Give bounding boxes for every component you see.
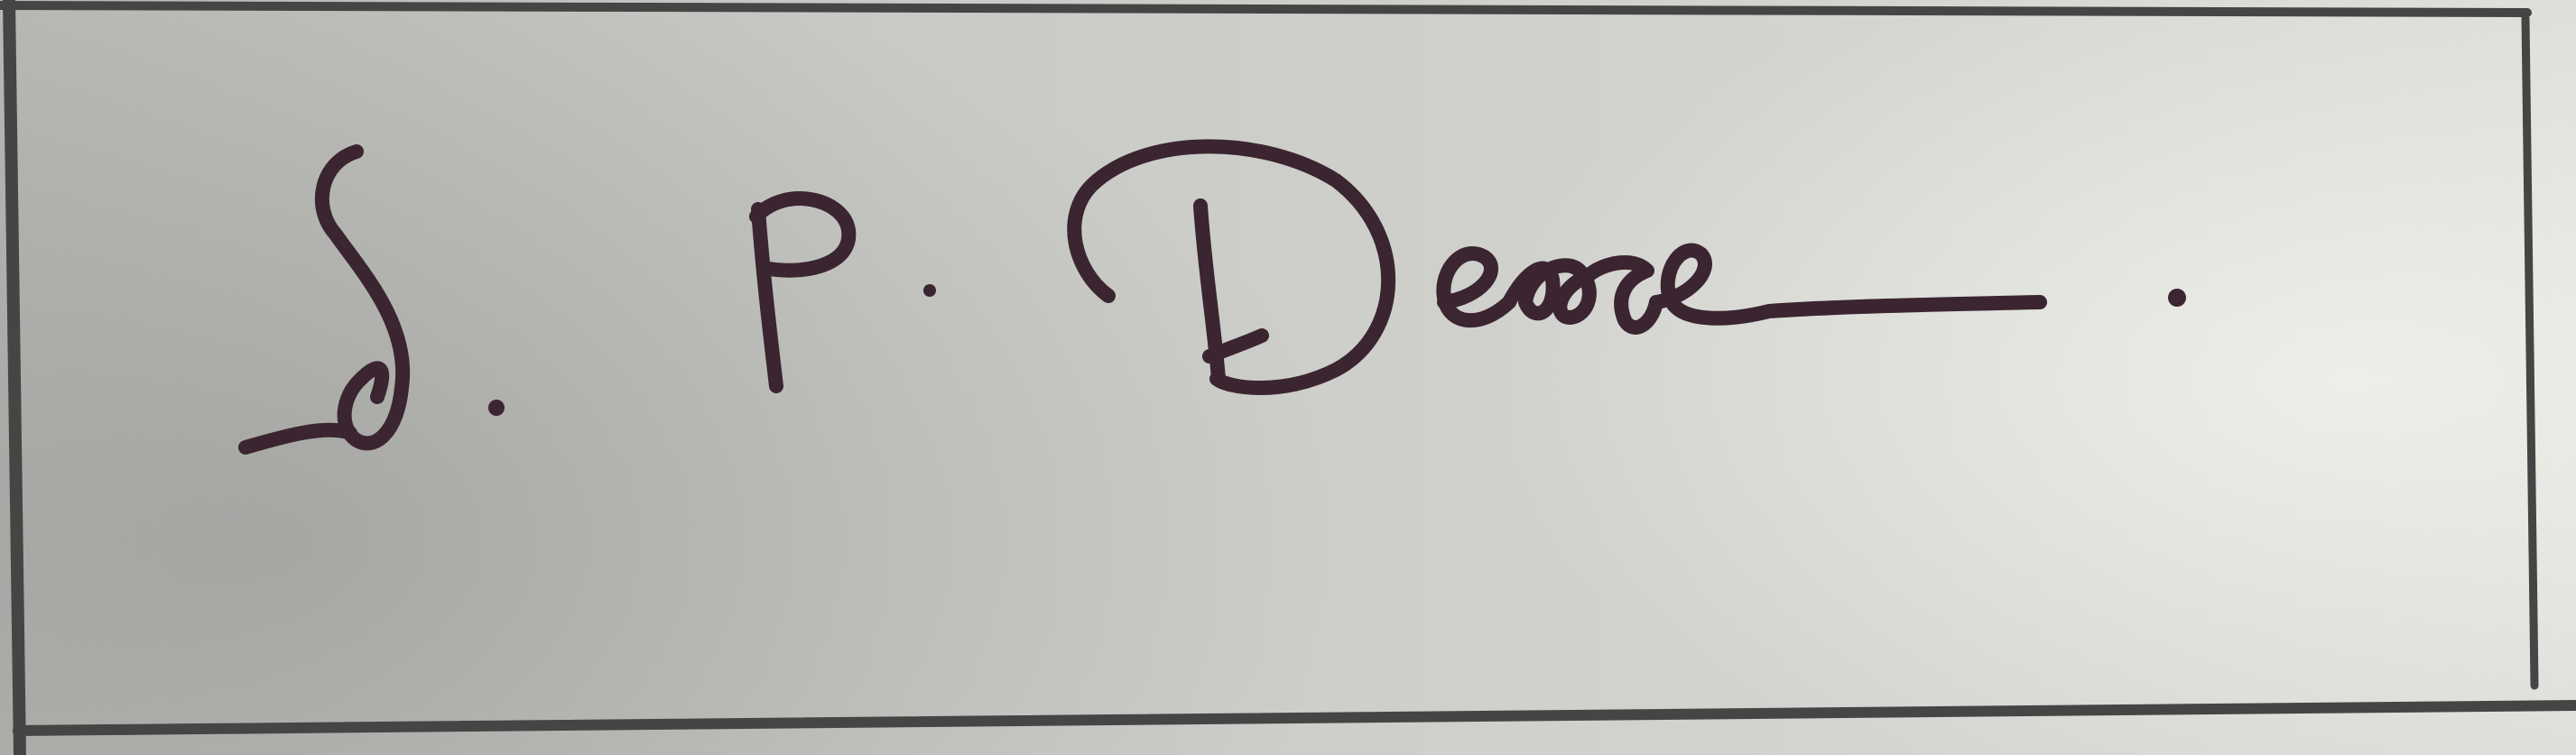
- border-bottom: [18, 705, 2576, 731]
- border-right: [2525, 18, 2534, 686]
- signature-letter-r: [1589, 262, 1656, 327]
- signature-letter-e1: [1443, 253, 1509, 320]
- border-left: [9, 0, 20, 755]
- signature-dot-2: [923, 284, 936, 297]
- signature-letter-d-stem: [1200, 206, 1262, 379]
- signature-letter-p: [756, 198, 848, 386]
- signature-dot-1: [488, 400, 505, 416]
- signature-dot-3: [2168, 289, 2186, 307]
- handwritten-signature: [246, 146, 2186, 447]
- signature-letter-v: [1509, 265, 1589, 318]
- signature-letter-e2: [1656, 251, 2040, 318]
- signature-letter-s: [246, 152, 403, 447]
- border-top: [0, 5, 2527, 13]
